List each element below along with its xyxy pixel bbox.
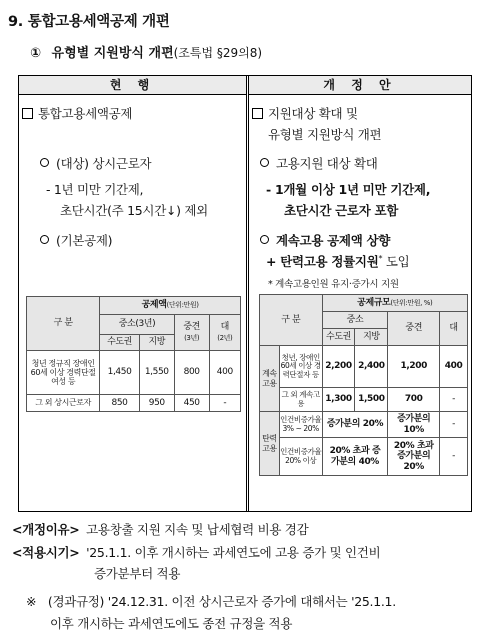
- table-header-local: 지방: [139, 335, 174, 351]
- timing-line: [12, 543, 380, 561]
- subsection-number: ①: [30, 46, 42, 61]
- table-header-amount: [100, 297, 241, 315]
- cell-local: 1,500: [355, 388, 388, 412]
- table-row: [260, 346, 468, 388]
- revised-item-target: [260, 154, 378, 172]
- transition-text-line2: 이후 개시하는 과세연도에도 종전 규정을 적용: [50, 616, 293, 631]
- revised-inclusion-line2: 초단시간 근로자 포함: [284, 203, 399, 218]
- current-exclusion-line2: 초단시간(주 15시간↓) 제외: [60, 203, 208, 218]
- circle-bullet-icon: [260, 235, 269, 244]
- checkbox-square-icon: [22, 108, 33, 119]
- table-header-large: [209, 315, 240, 351]
- revised-item-flex: + 탄력고용 정률지원* 도입: [266, 253, 410, 269]
- scale-label: 공제규모: [357, 297, 391, 308]
- cell-sme: 20% 초과 증가분의 40%: [322, 438, 388, 476]
- revised-item-flex-text: + 탄력고용 정률지원: [266, 254, 379, 269]
- reference-mark-icon: ※: [26, 594, 37, 609]
- law-reference: (조특법 §29의8): [173, 46, 263, 60]
- current-item-basic: [40, 231, 112, 249]
- cell-local: 950: [139, 395, 174, 412]
- group-flex: 탄력 고용: [260, 412, 280, 476]
- row-label: 그 외 상시근로자: [27, 395, 100, 412]
- reason-line: [12, 520, 308, 538]
- amount-label: 공제액: [141, 300, 167, 311]
- table-header-mid: 중견: [388, 312, 440, 346]
- current-deduction-table: [26, 296, 241, 412]
- revised-item-continued: [260, 231, 390, 249]
- table-header-sme: 중소: [322, 312, 388, 329]
- cell-mid: 700: [388, 388, 440, 412]
- revised-footnote: * 계속고용인원 유지·증가시 지원: [268, 279, 399, 290]
- row-label: 청년 정규직 장애인 60세 이상 경력단절여성 등: [27, 351, 100, 395]
- timing-text-line2: 증가분부터 적용: [94, 566, 181, 581]
- current-heading-text: 통합고용세액공제: [38, 106, 133, 121]
- cell-large: -: [440, 388, 468, 412]
- revised-heading-line1: 지원대상 확대 및: [268, 106, 358, 121]
- cell-large: -: [209, 395, 240, 412]
- timing-text-line1: '25.1.1. 이후 개시하는 과세연도에 고용 증가 및 인건비: [86, 545, 381, 560]
- cell-mid: 800: [174, 351, 209, 395]
- cell-metro: 1,450: [100, 351, 140, 395]
- transition-text-line1: (경과규정) '24.12.31. 이전 상시근로자 증가에 대해서는 '25.1.1.: [47, 594, 396, 609]
- cell-local: 1,550: [139, 351, 174, 395]
- cell-large: 400: [209, 351, 240, 395]
- reason-text: 고용창출 지원 지속 및 납세협력 비용 경감: [86, 522, 309, 537]
- table-header-gubun: 구 분: [260, 295, 323, 346]
- table-header-large: 대: [440, 312, 468, 346]
- table-header-local: 지방: [355, 329, 388, 346]
- table-row: [27, 351, 241, 395]
- circle-bullet-icon: [260, 158, 269, 167]
- revised-item-flex-tail: 도입: [382, 254, 410, 269]
- subsection-title-text: 유형별 지원방식 개편: [51, 46, 174, 61]
- revised-header: 개 정 안: [249, 76, 471, 95]
- transition-line: [26, 592, 396, 610]
- revised-item-target-text: 고용지원 대상 확대: [276, 156, 378, 171]
- table-row: [260, 438, 468, 476]
- cell-mid: 1,200: [388, 346, 440, 388]
- group-continued: 계속 고용: [260, 346, 280, 412]
- revised-heading-line2: 유형별 지원방식 개편: [268, 127, 382, 142]
- section-title: 9. 통합고용세액공제 개편: [8, 14, 170, 30]
- scale-unit: (단위:만원, %): [390, 298, 433, 307]
- cell-local: 2,400: [355, 346, 388, 388]
- row-label: 인건비증가율 3% ~ 20%: [279, 412, 322, 438]
- cell-metro: 850: [100, 395, 140, 412]
- reason-label: <개정이유>: [12, 522, 80, 537]
- table-header-metro: 수도권: [100, 335, 140, 351]
- table-header-mid: [174, 315, 209, 351]
- subsection-title: [30, 42, 262, 61]
- revised-inclusion-line1: - 1개월 이상 1년 미만 기간제,: [266, 182, 431, 197]
- table-header-metro: 수도권: [322, 329, 355, 346]
- current-item-target-text: (대상) 상시근로자: [56, 156, 152, 171]
- revised-heading: [252, 104, 358, 122]
- timing-label: <적용시기>: [12, 545, 80, 560]
- amount-unit: (단위:만원): [166, 301, 199, 310]
- cell-large: -: [440, 412, 468, 438]
- cell-sme: 증가분의 20%: [322, 412, 388, 438]
- revised-deduction-table: [259, 294, 468, 476]
- cell-large: 400: [440, 346, 468, 388]
- current-exclusion-line1: - 1년 미만 기간제,: [46, 182, 144, 197]
- cell-metro: 1,300: [322, 388, 355, 412]
- cell-mid: 450: [174, 395, 209, 412]
- cell-large: -: [440, 438, 468, 476]
- table-row: [27, 395, 241, 412]
- circle-bullet-icon: [40, 235, 49, 244]
- cell-mid: 증가분의 10%: [388, 412, 440, 438]
- current-item-basic-text: (기본공제): [56, 233, 113, 248]
- table-header-sme: 중소(3년): [100, 315, 174, 335]
- circle-bullet-icon: [40, 158, 49, 167]
- table-row: [260, 388, 468, 412]
- cell-mid: 20% 초과 증가분의 20%: [388, 438, 440, 476]
- checkbox-square-icon: [252, 108, 263, 119]
- large-sub: (2년): [217, 333, 233, 342]
- mid-sub: (3년): [184, 333, 200, 342]
- row-label: 그 외 계속고용: [279, 388, 322, 412]
- row-label: 청년, 장애인 60세 이상 경력단절자 등: [279, 346, 322, 388]
- cell-metro: 2,200: [322, 346, 355, 388]
- table-header-scale: [322, 295, 467, 312]
- row-label: 인건비증가율 20% 이상: [279, 438, 322, 476]
- revised-item-continued-text: 계속고용 공제액 상향: [276, 233, 391, 248]
- current-item-target: [40, 154, 151, 172]
- current-header: 현 행: [19, 76, 246, 95]
- column-divider: [246, 75, 249, 512]
- current-heading: [22, 104, 132, 122]
- large-label: 대: [220, 322, 229, 333]
- table-row: [260, 412, 468, 438]
- mid-label: 중견: [183, 322, 200, 333]
- table-header-gubun: 구 분: [27, 297, 100, 351]
